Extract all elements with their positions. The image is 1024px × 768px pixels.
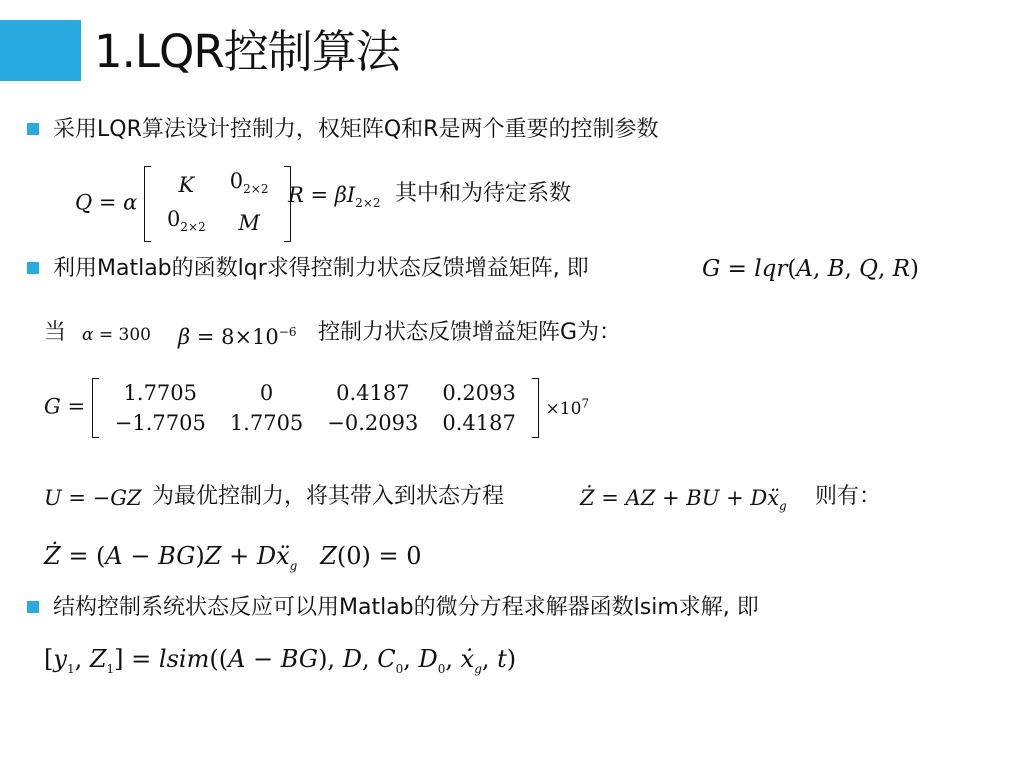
g-matrix bbox=[92, 378, 539, 438]
g-cell: 1.7705 bbox=[123, 381, 198, 405]
q-matrix: K $0_{2\times 2}$ $0_{2\times 2}$ M bbox=[144, 166, 291, 242]
control-force-equation: U = −GZ bbox=[44, 486, 142, 510]
title-accent-bar bbox=[0, 20, 81, 81]
gain-matrix-label: 控制力状态反馈增益矩阵G为： bbox=[318, 320, 622, 345]
g-cell: −0.2093 bbox=[327, 411, 419, 435]
lqr-equation: G = lqr(A, B, Q, R) bbox=[702, 256, 919, 282]
g-cell: −1.7705 bbox=[114, 411, 206, 435]
lsim-equation: [$y_1$, $Z_1$] = lsim((A − BG), D, $C_0$, $D_0$, ẋ$_g$, t) bbox=[44, 645, 517, 676]
beta-value: $\beta = 8\times 10^{-6}$ bbox=[178, 325, 297, 349]
g-cell: 0.4187 bbox=[336, 381, 410, 405]
alpha-value: α = 300 bbox=[82, 325, 151, 345]
then-text: 则有： bbox=[815, 484, 882, 509]
g-cell: 0.2093 bbox=[442, 381, 516, 405]
page-title: 1.LQR控制算法 bbox=[94, 25, 400, 78]
g-cell: 0.4187 bbox=[442, 411, 516, 435]
r-equation: $R = \beta I_{2\times 2}$ bbox=[288, 183, 381, 211]
g-cell: 0 bbox=[259, 381, 274, 405]
bullet-marker bbox=[27, 123, 39, 135]
bullet-text-1: 采用LQR算法设计控制力，权矩阵Q和R是两个重要的控制参数 bbox=[53, 117, 659, 142]
closed-loop-equation: Ż = (A − BG)Z + Dẍ$_g$ Z(0) = 0 bbox=[44, 542, 422, 573]
bullet-text-3: 结构控制系统状态反应可以用Matlab的微分方程求解器函数lsim求解, 即 bbox=[53, 595, 759, 620]
g-matrix-equation: G = 1.7705 0 0.4187 0.2093 −1.7705 1.7705 −0.2093 0.4187 $\times 10^7$ bbox=[44, 378, 589, 438]
bullet-marker bbox=[27, 601, 39, 613]
state-equation: Ż = AZ + BU + Dẍ$_g$ bbox=[580, 486, 787, 514]
q-matrix-equation: Q = α K $0_{2\times 2}$ $0_{2\times 2}$ M bbox=[75, 166, 291, 242]
g-cell: 1.7705 bbox=[229, 411, 304, 435]
optimal-control-text: 为最优控制力，将其带入到状态方程 bbox=[152, 484, 505, 509]
g-scale: $\times 10^7$ bbox=[545, 395, 590, 419]
when-label: 当 bbox=[44, 320, 67, 345]
coefficient-note: 其中和为待定系数 bbox=[395, 181, 572, 206]
bullet-marker bbox=[27, 262, 39, 274]
bullet-text-2: 利用Matlab的函数lqr求得控制力状态反馈增益矩阵, 即 bbox=[53, 256, 589, 281]
